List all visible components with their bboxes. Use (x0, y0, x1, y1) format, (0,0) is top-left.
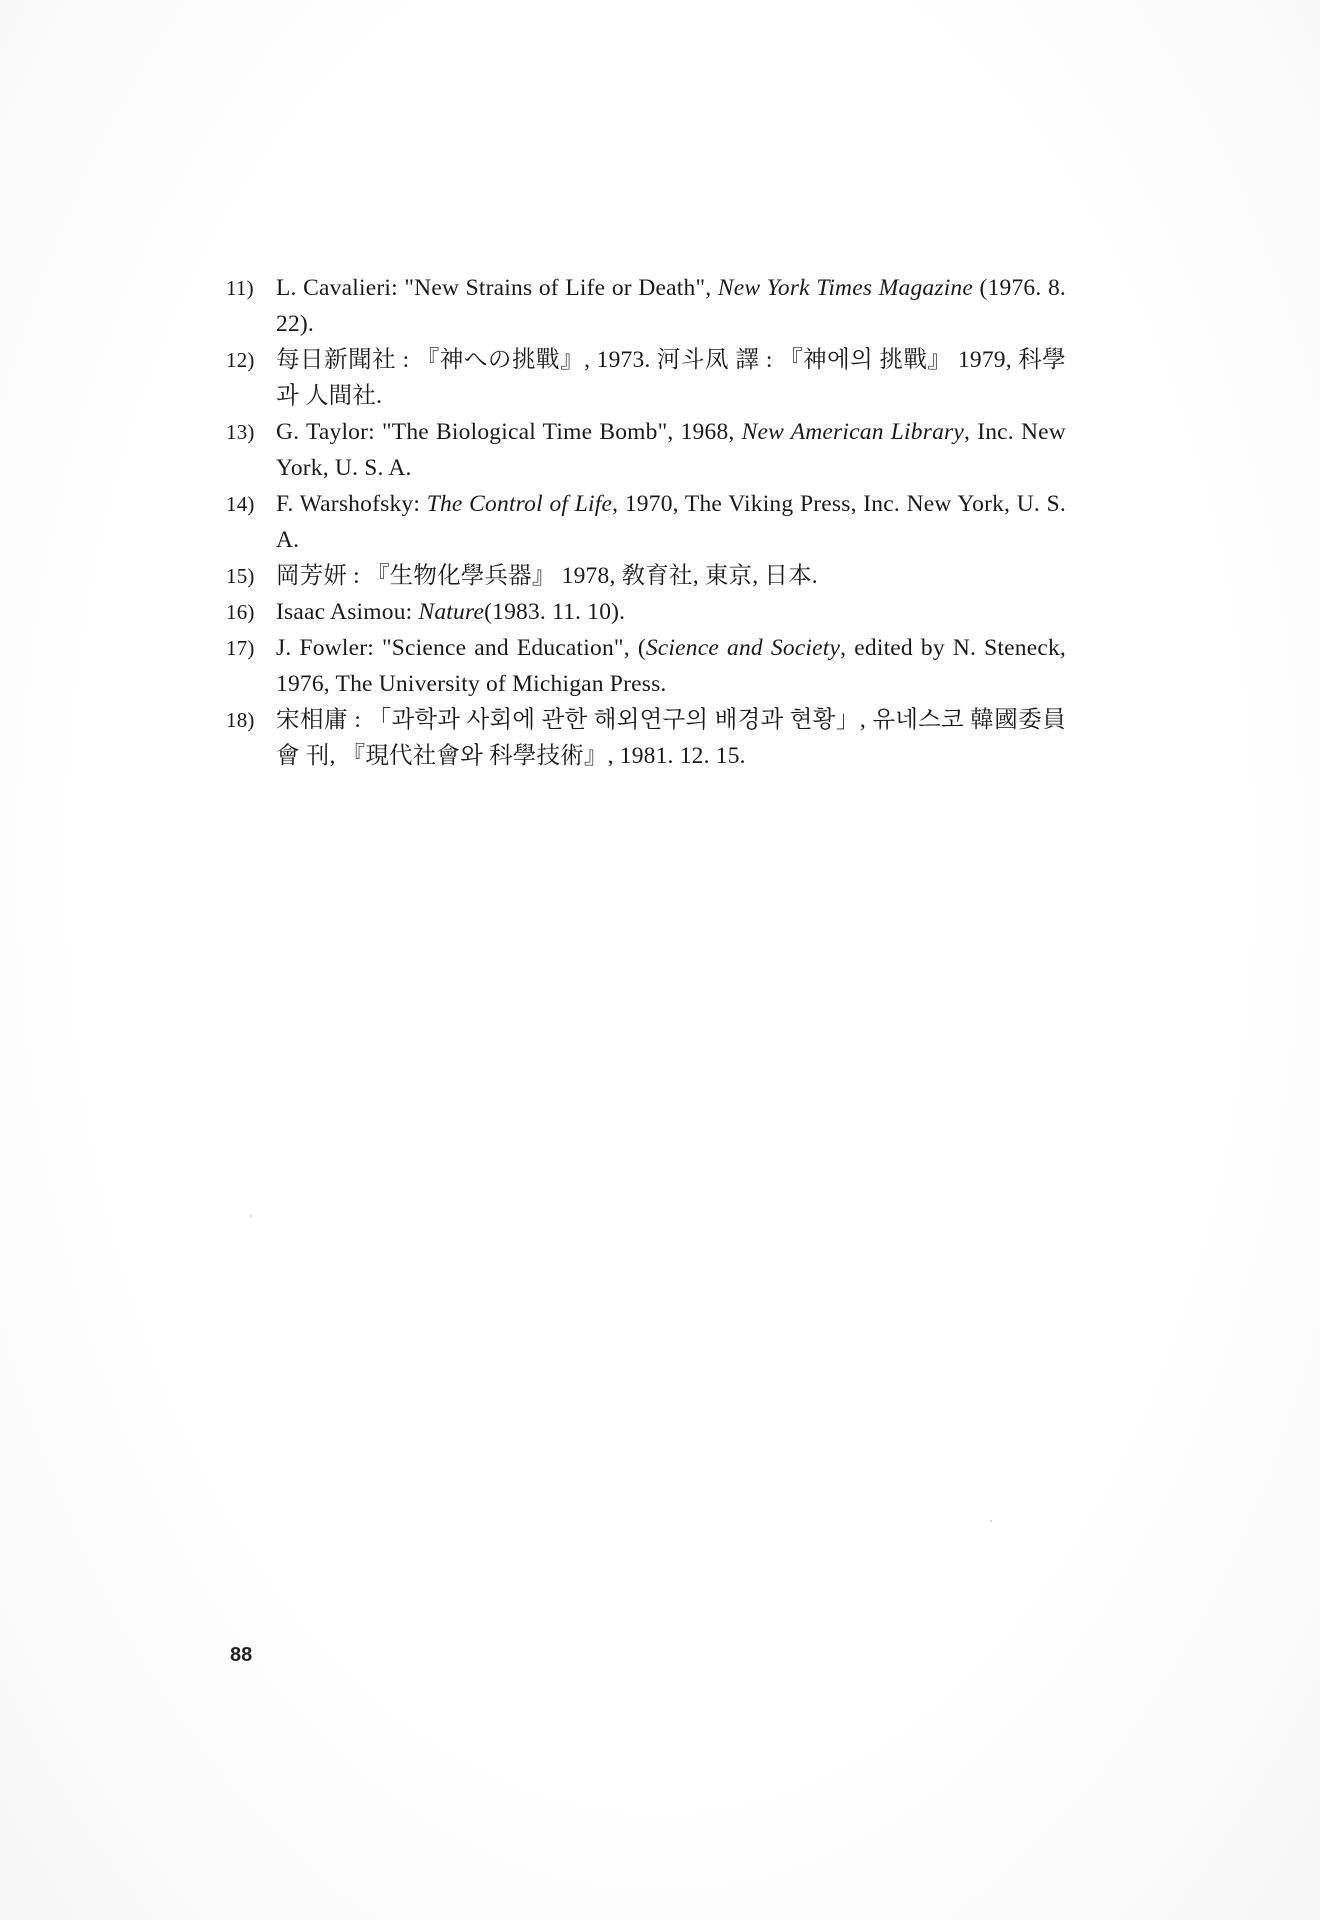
scan-speck (990, 1520, 992, 1522)
reference-segment: F. Warshofsky: (276, 491, 427, 517)
reference-item (226, 702, 1066, 774)
reference-text (276, 342, 1066, 414)
reference-segment: 宋相庸 : 「과학과 사회에 관한 해외연구의 배경과 현황」, 유네스코 韓國委員會 刊, 『現代社會와 科學技術』, 1981. 12. 15. (276, 707, 1066, 769)
reference-segment: , edited by N. Steneck, 1976, The University of Michigan Press. (276, 635, 1066, 697)
reference-item (226, 486, 1066, 558)
reference-text (276, 702, 1066, 774)
reference-text (276, 630, 1066, 702)
reference-segment: , 1970, The Viking Press, Inc. New York, U. S. A. (276, 491, 1066, 553)
reference-item (226, 414, 1066, 486)
scan-speck (250, 1215, 252, 1217)
reference-segment: G. Taylor: "The Biological Time Bomb", 1968, (276, 419, 742, 445)
reference-text (276, 270, 1066, 342)
reference-number: 12) (226, 348, 255, 372)
reference-number: 16) (226, 600, 255, 624)
page-number: 88 (230, 1644, 253, 1666)
reference-segment: 岡芳妍 : 『生物化學兵器』 1978, 敎育社, 東京, 日本. (276, 563, 818, 589)
reference-segment: , Inc. New York, U. S. A. (276, 419, 1066, 481)
reference-segment: L. Cavalieri: "New Strains of Life or Death", (276, 275, 718, 301)
reference-text (276, 414, 1066, 486)
reference-title-italic: New American Library (741, 419, 964, 445)
reference-item (226, 342, 1066, 414)
reference-segment: J. Fowler: "Science and Education", ( (276, 635, 646, 661)
reference-number: 18) (226, 708, 255, 732)
reference-segment: Isaac Asimou: (276, 599, 419, 625)
reference-title-italic: Science and Society (645, 635, 841, 661)
reference-item (226, 270, 1066, 342)
reference-item (226, 630, 1066, 702)
reference-number: 11) (226, 276, 254, 300)
reference-segment: (1983. 11. 10). (484, 599, 626, 625)
reference-number: 13) (226, 420, 255, 444)
reference-item (226, 558, 1066, 594)
reference-title-italic: New York Times Magazine (717, 275, 974, 301)
reference-segment: (1976. 8. 22). (276, 275, 1067, 337)
reference-number: 15) (226, 564, 255, 588)
reference-text (276, 486, 1066, 558)
reference-title-italic: Nature (418, 599, 485, 625)
reference-text (276, 558, 1066, 594)
reference-segment: 每日新聞社 : 『神への挑戰』, 1973. 河斗凤 譯 : 『神에의 挑戰』 1979, 科學과 人間社. (276, 347, 1066, 409)
reference-text (276, 594, 1066, 630)
reference-item (226, 594, 1066, 630)
reference-list (226, 270, 1066, 774)
reference-title-italic: The Control of Life (426, 491, 613, 517)
reference-number: 17) (226, 636, 255, 660)
reference-number: 14) (226, 492, 255, 516)
